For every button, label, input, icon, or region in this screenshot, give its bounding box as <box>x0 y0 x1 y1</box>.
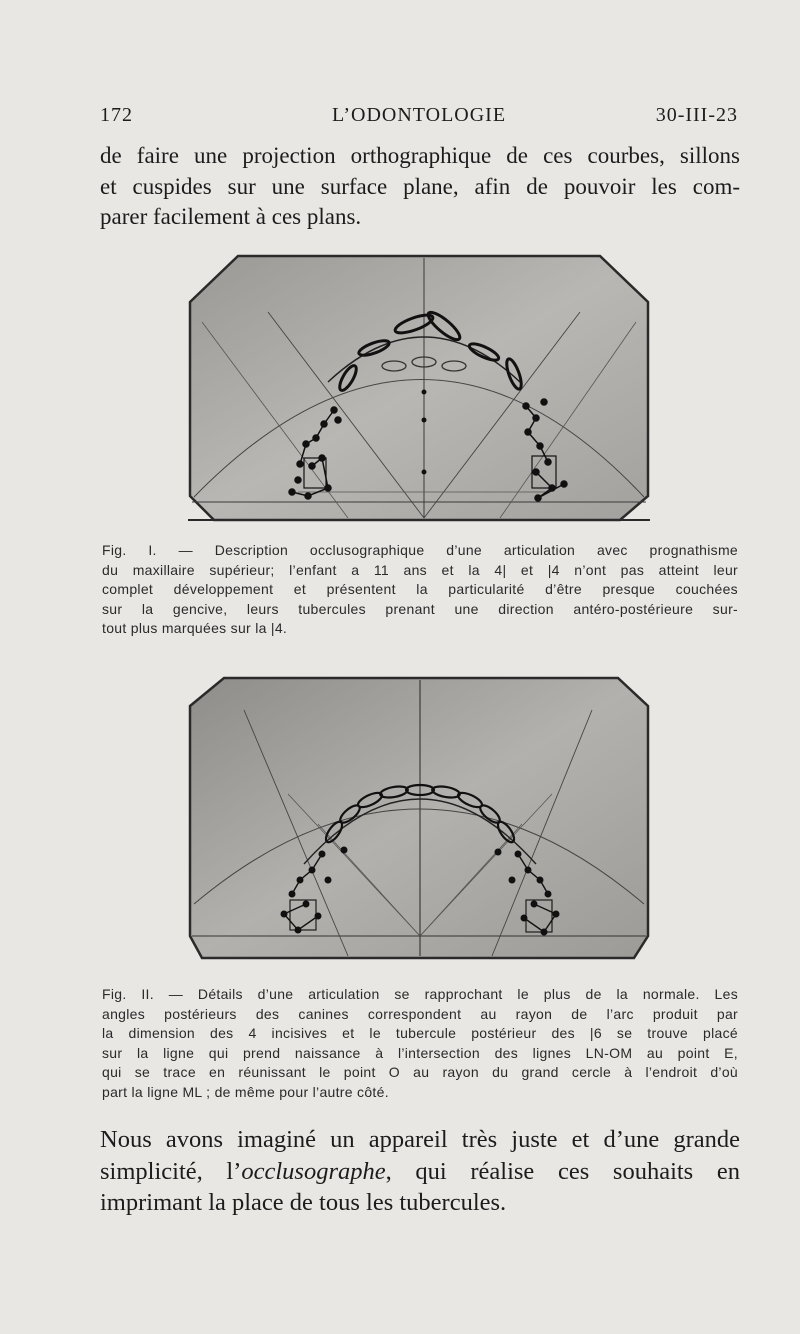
caption-line: angles postérieurs des canines correspondent au rayon de l’arc produit par <box>102 1005 738 1022</box>
caption-line: part la ligne ML ; de même pour l’autre côté. <box>102 1083 389 1100</box>
caption-line: du maxillaire supérieur; l’enfant a 11 ans et la 4| et |4 n’ont pas atteint leur <box>102 561 738 578</box>
text-line: de faire une projection orthographique de ces courbes, sillons <box>100 143 740 168</box>
text-segment: , qui réalise ces souhaits en <box>385 1157 740 1185</box>
caption-line: sur la ligne qui prend naissance à l’intersection des lignes LN-OM au point E, <box>102 1044 738 1061</box>
journal-title: L’ODONTOLOGIE <box>331 104 507 126</box>
caption-line: qui se trace en réunissant le point O au rayon du grand cercle à l’endroit d’où <box>102 1064 738 1080</box>
figure-1-caption <box>102 541 738 639</box>
caption-line: Fig. II. — Détails d’une articulation se rapprochant le plus de la normale. Les <box>102 986 738 1002</box>
issue-date: 30-III-23 <box>655 104 738 126</box>
text-line: et cuspides sur une surface plane, afin de pouvoir les com- <box>100 173 740 199</box>
intro-paragraph <box>100 141 740 233</box>
running-header <box>100 104 738 132</box>
figure-1-occlusograph-photo <box>188 252 650 524</box>
page-number: 172 <box>100 104 133 126</box>
caption-line: la dimension des 4 incisives et le tubercule postérieur des |6 se trouve placé <box>102 1025 738 1041</box>
device-name: occlusographe <box>241 1157 386 1185</box>
text-line <box>100 1156 740 1188</box>
text-line: imprimant la place de tous les tubercules. <box>100 1189 507 1216</box>
text-line: Nous avons imaginé un appareil très juste et d’une grande <box>100 1126 740 1153</box>
caption-line: sur la gencive, leurs tubercules prenant une direction antéro-postérieure sur- <box>102 600 738 617</box>
caption-line: Fig. I. — Description occlusographique d’une articulation avec prognathisme <box>102 542 738 558</box>
caption-line: tout plus marquées sur la |4. <box>102 620 288 636</box>
figure-2-occlusograph-photo <box>188 674 650 964</box>
text-segment: simplicité, l’ <box>100 1157 242 1185</box>
closing-paragraph <box>100 1124 740 1219</box>
caption-line: complet développement et présentent la particularité d’être presque couchées <box>102 581 738 597</box>
figure-2-caption <box>102 985 738 1102</box>
text-line: parer facilement à ces plans. <box>100 204 362 229</box>
